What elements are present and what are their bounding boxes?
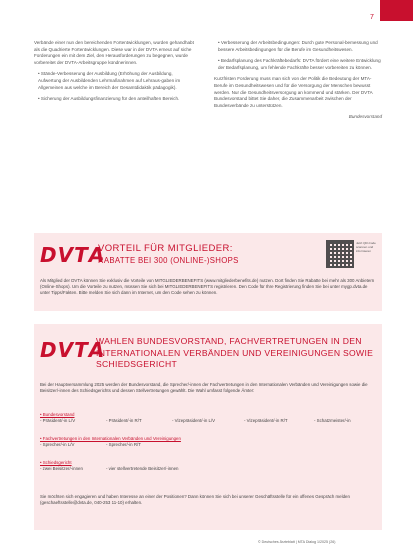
page-footer: © Deutsches Ärzteblatt | MTA Dialog 1/2025 (26) xyxy=(258,540,336,544)
section-schiedsgericht xyxy=(40,460,376,473)
section-fachvertretungen xyxy=(40,436,376,449)
logo-letter: V xyxy=(57,338,74,362)
logo-letter: D xyxy=(40,338,57,362)
left-paragraph: Verbände einer nun den bereichenden Fortentwicklungen, wurden gehandhabt als die Quadrierte Fortentwicklungen. Diese war in der DVTA erneut auf siche Forderungen ein mit dem Ziel, den Herausforderungen zu begegnen, wurde vorbereitet der DVTA-Arbeitsgruppe kündnerinnen. xyxy=(34,40,194,65)
box-outro: Sie möchten sich engagieren und haben Interesse an einer der Positionen? Dann können Sie sich bei unserer Geschäftsstelle für ein offenes Gespräch melden (geschaeftsstelle@dvta.de, 040-253 11-10) erhalten. xyxy=(40,494,350,506)
role-item: - Vizepräsident/-in L/V xyxy=(172,418,216,424)
logo-letter: T xyxy=(74,338,88,362)
box-intro: Bei der Hauptversammlung 2025 werden der Bundesvorstand, die Sprecher/-innen der Fachvertretungen in den Internationalen Verbänden und Vereinigungen sowie die Beisitzer/-innen des Schiedsgerichts und dessen Stellvertretungen gewählt. Die Wahl umfasst folgende Ämter: xyxy=(40,382,368,394)
right-paragraph: Kurzfristen Forderung muss man sich von der Politik die Bedeutung der MTA-Berufe im Gesundheitswesen und für die Versorgung der Menschen bewusst werden. Nur die Gesundheitsversorgung an kommend und stärken. Der DVTA Bundesvorstand bittet Sie daher, die Zusammenarbeit zwischen der Bundesverbände zu unterstützen. xyxy=(214,76,373,108)
right-column xyxy=(214,40,382,126)
member-benefits-box xyxy=(34,233,382,311)
section-row xyxy=(40,418,376,424)
role-item: - Vizepräsident/-in R/T xyxy=(244,418,288,424)
role-item: - Präsident/-in R/T xyxy=(106,418,142,424)
left-bullet-2: • Sicherung der Ausbildungsfinanzierung für den anteilhaften Bereich. xyxy=(38,96,180,102)
section-head: • Schiedsgericht xyxy=(40,460,72,465)
section-head: • Fachvertretungen in den Internationalen Verbänden und Vereinigungen xyxy=(40,436,181,441)
qr-code[interactable] xyxy=(326,240,354,268)
signature: Bundesvorstand xyxy=(348,114,382,120)
left-bullet-1: • Stände-Verbesserung der Ausbildung (Erhöhung der Ausbildung, Aufwertung der Ausbildenden Lehrmaßnahmen auf Lehraus-gaben im Allgemeinen aus welche im Bereich der Gesamtdidaktik pädagogik). xyxy=(38,71,181,90)
section-row xyxy=(40,466,376,472)
dvta-logo xyxy=(40,338,104,362)
page-corner-bar xyxy=(380,0,413,21)
box-title: WAHLEN BUNDESVORSTAND, FACHVERTRETUNGEN IN DEN INTERNATIONALEN VERBÄNDEN UND VEREINIGUNGEN SOWIE SCHIEDSGERICHT xyxy=(96,336,374,369)
logo-letter: A xyxy=(88,243,105,267)
role-item: - zwei Beisitzer/-innen xyxy=(40,466,83,472)
right-bullet-1: • Verbesserung der Arbeitsbedingungen: Durch gute Personal-bemessung und bessere Arbeitsbedingungen für die Berufe im Gesundheitswesen. xyxy=(218,40,378,52)
section-bundesvorstand xyxy=(40,412,376,425)
logo-letter: A xyxy=(88,338,105,362)
role-item: - Sprecher/-in L/V xyxy=(40,442,75,448)
role-item: - vier stellvertretende Beisitzer/-innen xyxy=(106,466,179,472)
role-item: - Präsident/-in L/V xyxy=(40,418,76,424)
right-bullet-2: • Bedarfsplanung des Fachkräftebedarfs: DVTA fördert eine weitere Entwicklung der Bedarfsplanung, um fehlende Fachkräfte besser vorbereiten zu können. xyxy=(218,58,381,70)
logo-letter: D xyxy=(40,243,57,267)
logo-letter: V xyxy=(57,243,74,267)
role-item: - Sprecher/-in R/T xyxy=(106,442,141,448)
role-item: - Schatzmeister/-in xyxy=(314,418,351,424)
section-head: • Bundesvorstand xyxy=(40,412,75,417)
dvta-logo xyxy=(40,243,104,267)
box-title: VORTEIL FÜR MITGLIEDER: xyxy=(98,243,233,254)
section-row xyxy=(40,442,376,448)
qr-caption: Jetzt QR-Code scannen und informieren xyxy=(356,241,376,253)
box-subtitle: RABATTE BEI 300 (ONLINE-)SHOPS xyxy=(98,256,239,265)
page-number: 7 xyxy=(370,14,374,21)
logo-letter: T xyxy=(74,243,88,267)
left-column xyxy=(34,40,194,108)
elections-box xyxy=(34,324,382,530)
box-text: Als Mitglied der DVTA können Sie exklusiv die Vorteile von MITGLIEDERBENEFITS (www.mitgliederbenefits.de) nutzen. Dort finden Sie Rabatte bei mehr als 300 Anbietern (Online-Shops). Um die Vorteile zu nutzen, müssen Sie sich bei MITGLIEDERBENEFITS registrieren. Den Code für Ihre Registrierung finden Sie bei unter mygp.dvta.de unter Tipps/Fakten. Bitte melden Sie sich dann im Internet, um den Code sehen zu können. xyxy=(40,278,375,296)
